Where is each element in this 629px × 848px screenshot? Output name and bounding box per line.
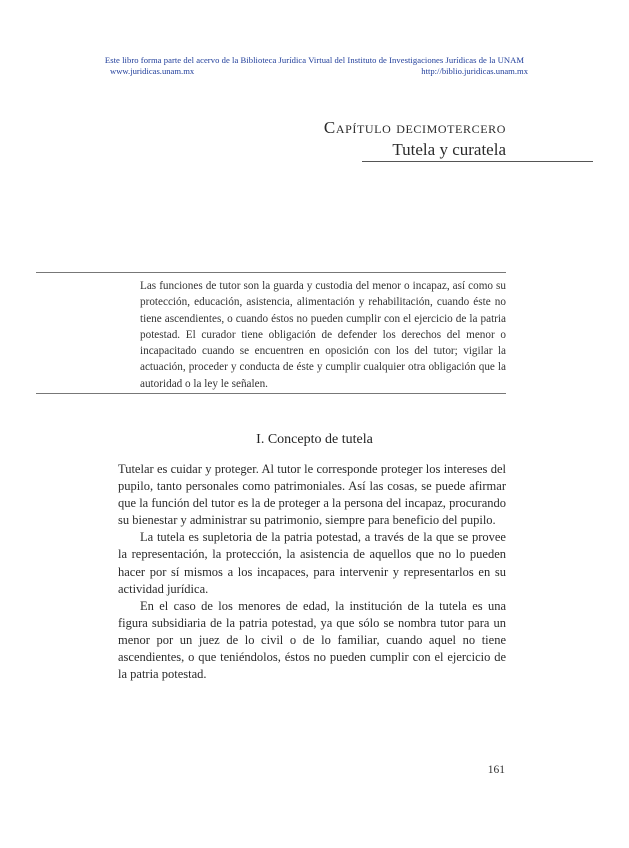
paragraph: Tutelar es cuidar y proteger. Al tutor le corresponde proteger los intereses del pupilo, tanto personales como patrimoniales. Así las cosas, se puede afirmar que la función del tutor es la de proteger a la persona del incapaz, procurando su bienestar y administrar su patrimonio, siempre para beneficio del pupilo.: [118, 462, 506, 528]
section-body: [118, 461, 506, 683]
chapter-rule: [362, 161, 593, 162]
paragraph: La tutela es supletoria de la patria potestad, a través de la que se provee la representación, la protección, la asistencia de aquellos que no lo pueden hacer por sí mismos a los incapaces, para intervenir y representarlos en su actividad jurídica.: [118, 530, 506, 596]
section-heading: I. Concepto de tutela: [256, 432, 373, 447]
biblio-link[interactable]: http://biblio.juridicas.unam.mx: [421, 66, 528, 76]
page-number: 161: [487, 764, 505, 776]
juridicas-link[interactable]: www.juridicas.unam.mx: [110, 66, 195, 76]
chapter-title: Tutela y curatela: [392, 140, 506, 159]
abstract-rule-top: [36, 272, 506, 273]
paragraph: En el caso de los menores de edad, la institución de la tutela es una figura subsidiaria de la patria potestad, ya que sólo se nombra tutor para un menor por un juez de lo civil o de lo familiar, cuando aquel no tiene ascendientes, o que teniéndolos, éstos no pueden cumplir con el ejercicio de la patria potestad.: [118, 598, 506, 682]
library-banner: Este libro forma parte del acervo de la Biblioteca Jurídica Virtual del Instituto de Investigaciones Jurídicas de la UNAM: [104, 55, 525, 65]
chapter-abstract: Las funciones de tutor son la guarda y custodia del menor o incapaz, así como su protección, educación, asistencia, alimentación y rehabilitación, cuando éste no tiene ascendientes, o cuando éstos no pueden cumplir con el ejercicio de la patria potestad. El curador tiene obligación de defender los derechos del menor o incapacitado cuando se encuentren en oposición con los del tutor; vigilar la actuación, proceder y conducta de éste y cumplir cualquier otra obligación que la autoridad o la ley le señalen.: [140, 280, 506, 390]
chapter-label: Capítulo decimotercero: [323, 118, 506, 137]
abstract-rule-bottom: [36, 393, 506, 394]
